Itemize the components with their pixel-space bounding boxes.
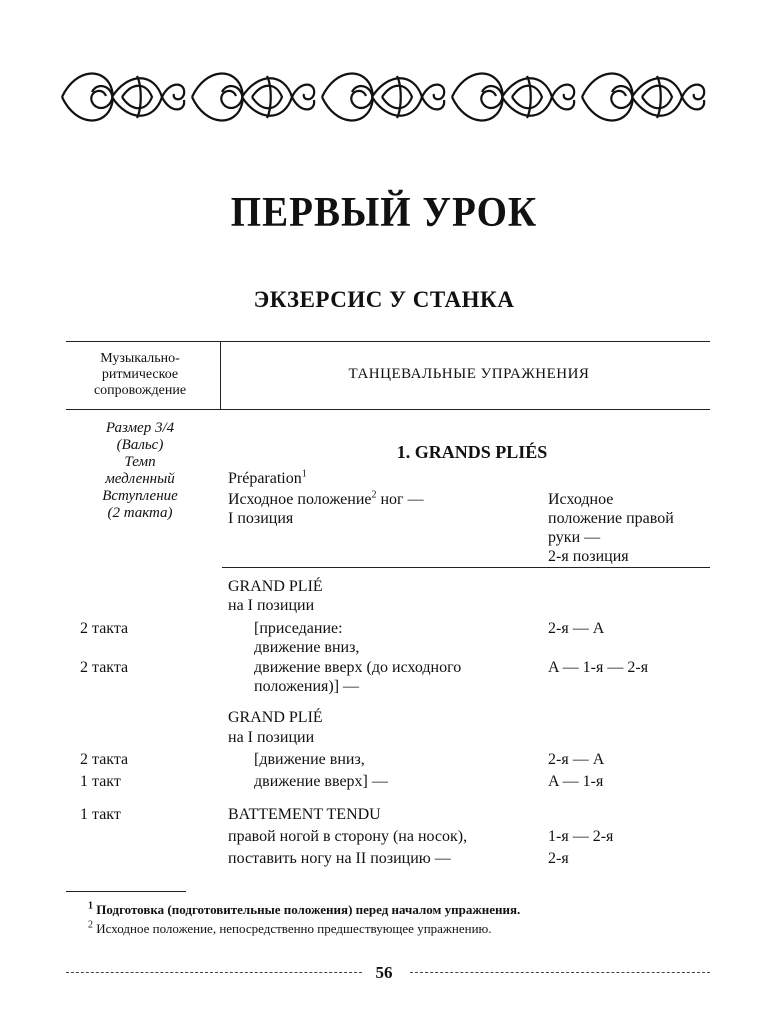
block2-name: GRAND PLIÉ [228,709,323,726]
tempo-line: Темп [124,454,156,470]
block1-row2-arm: A — 1-я — 2-я [548,659,649,676]
header-music-line: ритмическое [101,367,179,382]
column-divider [220,341,221,409]
footnote-text: Подготовка (подготовительные положения) перед началом упражнения. [96,902,521,917]
block1-row2-text: движение вверх (до исходного [254,659,462,676]
block3-row1-arm: 1-я — 2-я [548,828,614,845]
preparation-rule [222,567,710,568]
block3-name: BATTEMENT TENDU [228,806,381,823]
tempo-line: медленный [105,471,175,487]
feet-position [228,490,424,509]
feet-text: Исходное положение [228,491,372,508]
tempo-line: Размер 3/4 [105,420,175,436]
bars-count: 2 такта [80,659,129,676]
bars-count: 1 такт [80,806,121,823]
bars-count: 2 такта [80,620,129,637]
tempo-line: (Вальс) [116,437,164,453]
tempo-block [66,420,214,522]
header-music-line: сопровождение [93,383,187,398]
tempo-line: Вступление [102,488,178,504]
footnote-mark: 2 [88,919,93,931]
footnote-2 [88,921,492,937]
tempo-line: (2 такта) [107,505,173,521]
arm-line: 2-я позиция [548,548,629,565]
arm-line: положение правой [548,510,674,527]
page-title: ПЕРВЫЙ УРОК [230,189,538,236]
table-header-rule [66,409,710,410]
footnote-rule [66,891,186,892]
footnote-mark: 1 [88,900,93,912]
block2-row1-arm: 2-я — A [548,751,605,768]
block2-row2-arm: A — 1-я [548,773,604,790]
preparation-text: Préparation [228,470,302,487]
footnote-ref: 2 [371,489,377,501]
block3-row1-text: правой ногой в сторону (на носок), [228,828,468,845]
block3-row2-text: поставить ногу на II позицию — [228,850,451,867]
block1-row1b-text: движение вниз, [254,639,360,656]
page-rule-right [410,972,710,973]
arm-line: руки — [548,529,601,546]
feet-rest: ног — [376,491,424,508]
preparation-label [228,469,307,488]
block3-row2-arm: 2-я [548,850,569,867]
header-dance: ТАНЦЕВАЛЬНЫЕ УПРАЖНЕНИЯ [348,366,590,382]
block2-row1-text: [движение вниз, [254,751,365,768]
footnote-ref: 1 [301,468,307,480]
block1-name: GRAND PLIÉ [228,578,323,595]
exercise-title: 1. GRANDS PLIÉS [396,442,548,462]
header-music-line: Музыкально- [100,351,180,366]
header-music [66,351,214,399]
arm-line: Исходное [548,491,614,508]
section-subtitle: ЭКЗЕРСИС У СТАНКА [253,287,515,312]
block1-row2b-text: положения)] — [254,678,360,695]
block1-pos: на I позиции [228,597,315,614]
feet-position-line2: I позиция [228,510,294,527]
bars-count: 1 такт [80,773,121,790]
footnote-text: Исходное положение, непосредственно предшествующее упражнению. [96,921,492,936]
block1-row1-text: [приседание: [254,620,343,637]
bars-count: 2 такта [80,751,129,768]
block1-row1-arm: 2-я — A [548,620,605,637]
footnote-1 [88,902,520,918]
block2-row2-text: движение вверх] — [254,773,388,790]
arm-position [548,490,674,566]
table-top-rule [66,341,710,342]
decorative-ornament [58,62,710,132]
block2-pos: на I позиции [228,729,315,746]
page-number: 56 [375,963,393,982]
